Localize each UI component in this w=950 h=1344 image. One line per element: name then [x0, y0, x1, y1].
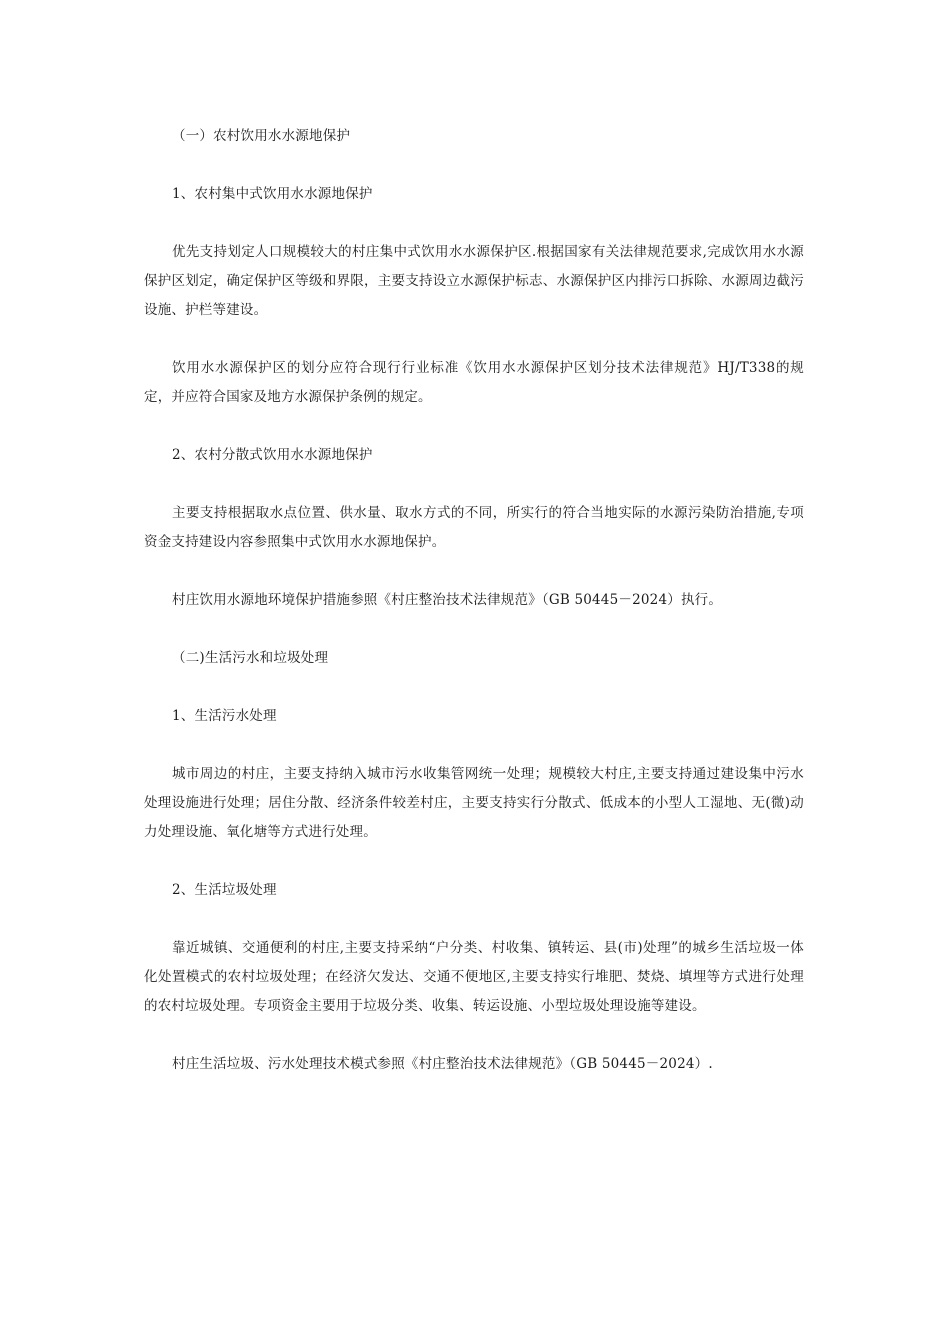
paragraph-water-source-reference: 村庄饮用水源地环境保护措施参照《村庄整治技术法律规范》（GB 50445－2024）执行。 — [172, 592, 723, 608]
section-heading-rural-water-source: （一）农村饮用水水源地保护 — [172, 128, 351, 144]
subsection-heading-sewage-treatment: 1、生活污水处理 — [172, 708, 277, 724]
paragraph-sewage-treatment: 城市周边的村庄，主要支持纳入城市污水收集管网统一处理；规模较大村庄,主要支持通过建设集中污水处理设施进行处理；居住分散、经济条件较差村庄，主要支持实行分散式、低成本的小型人工湿地、无(微)动力处理设施、氧化塘等方式进行处理。 — [144, 766, 804, 840]
paragraph-garbage-sewage-reference: 村庄生活垃圾、污水处理技术模式参照《村庄整治技术法律规范》（GB 50445－2024）. — [172, 1056, 713, 1072]
paragraph-centralized-protection: 优先支持划定人口规模较大的村庄集中式饮用水水源保护区.根据国家有关法律规范要求,完成饮用水水源保护区划定，确定保护区等级和界限，主要支持设立水源保护标志、水源保护区内排污口拆除、水源周边截污设施、护栏等建设。 — [144, 244, 804, 318]
paragraph-protection-zone-standard: 饮用水水源保护区的划分应符合现行行业标准《饮用水水源保护区划分技术法律规范》HJ/T338的规定，并应符合国家及地方水源保护条例的规定。 — [144, 360, 804, 405]
paragraph-garbage-treatment: 靠近城镇、交通便利的村庄,主要支持采纳“户分类、村收集、镇转运、县(市)处理”的城乡生活垃圾一体化处置模式的农村垃圾处理；在经济欠发达、交通不便地区,主要支持实行堆肥、焚烧、填埋等方式进行处理的农村垃圾处理。专项资金主要用于垃圾分类、收集、转运设施、小型垃圾处理设施等建设。 — [144, 940, 804, 1014]
subsection-heading-centralized-water-source: 1、农村集中式饮用水水源地保护 — [172, 186, 373, 202]
subsection-heading-decentralized-water-source: 2、农村分散式饮用水水源地保护 — [172, 447, 373, 463]
paragraph-decentralized-protection: 主要支持根据取水点位置、供水量、取水方式的不同，所实行的符合当地实际的水源污染防治措施,专项资金支持建设内容参照集中式饮用水水源地保护。 — [144, 505, 804, 550]
subsection-heading-garbage-treatment: 2、生活垃圾处理 — [172, 882, 277, 898]
section-heading-sewage-and-garbage: （二)生活污水和垃圾处理 — [172, 650, 329, 666]
document-body — [144, 122, 804, 1079]
